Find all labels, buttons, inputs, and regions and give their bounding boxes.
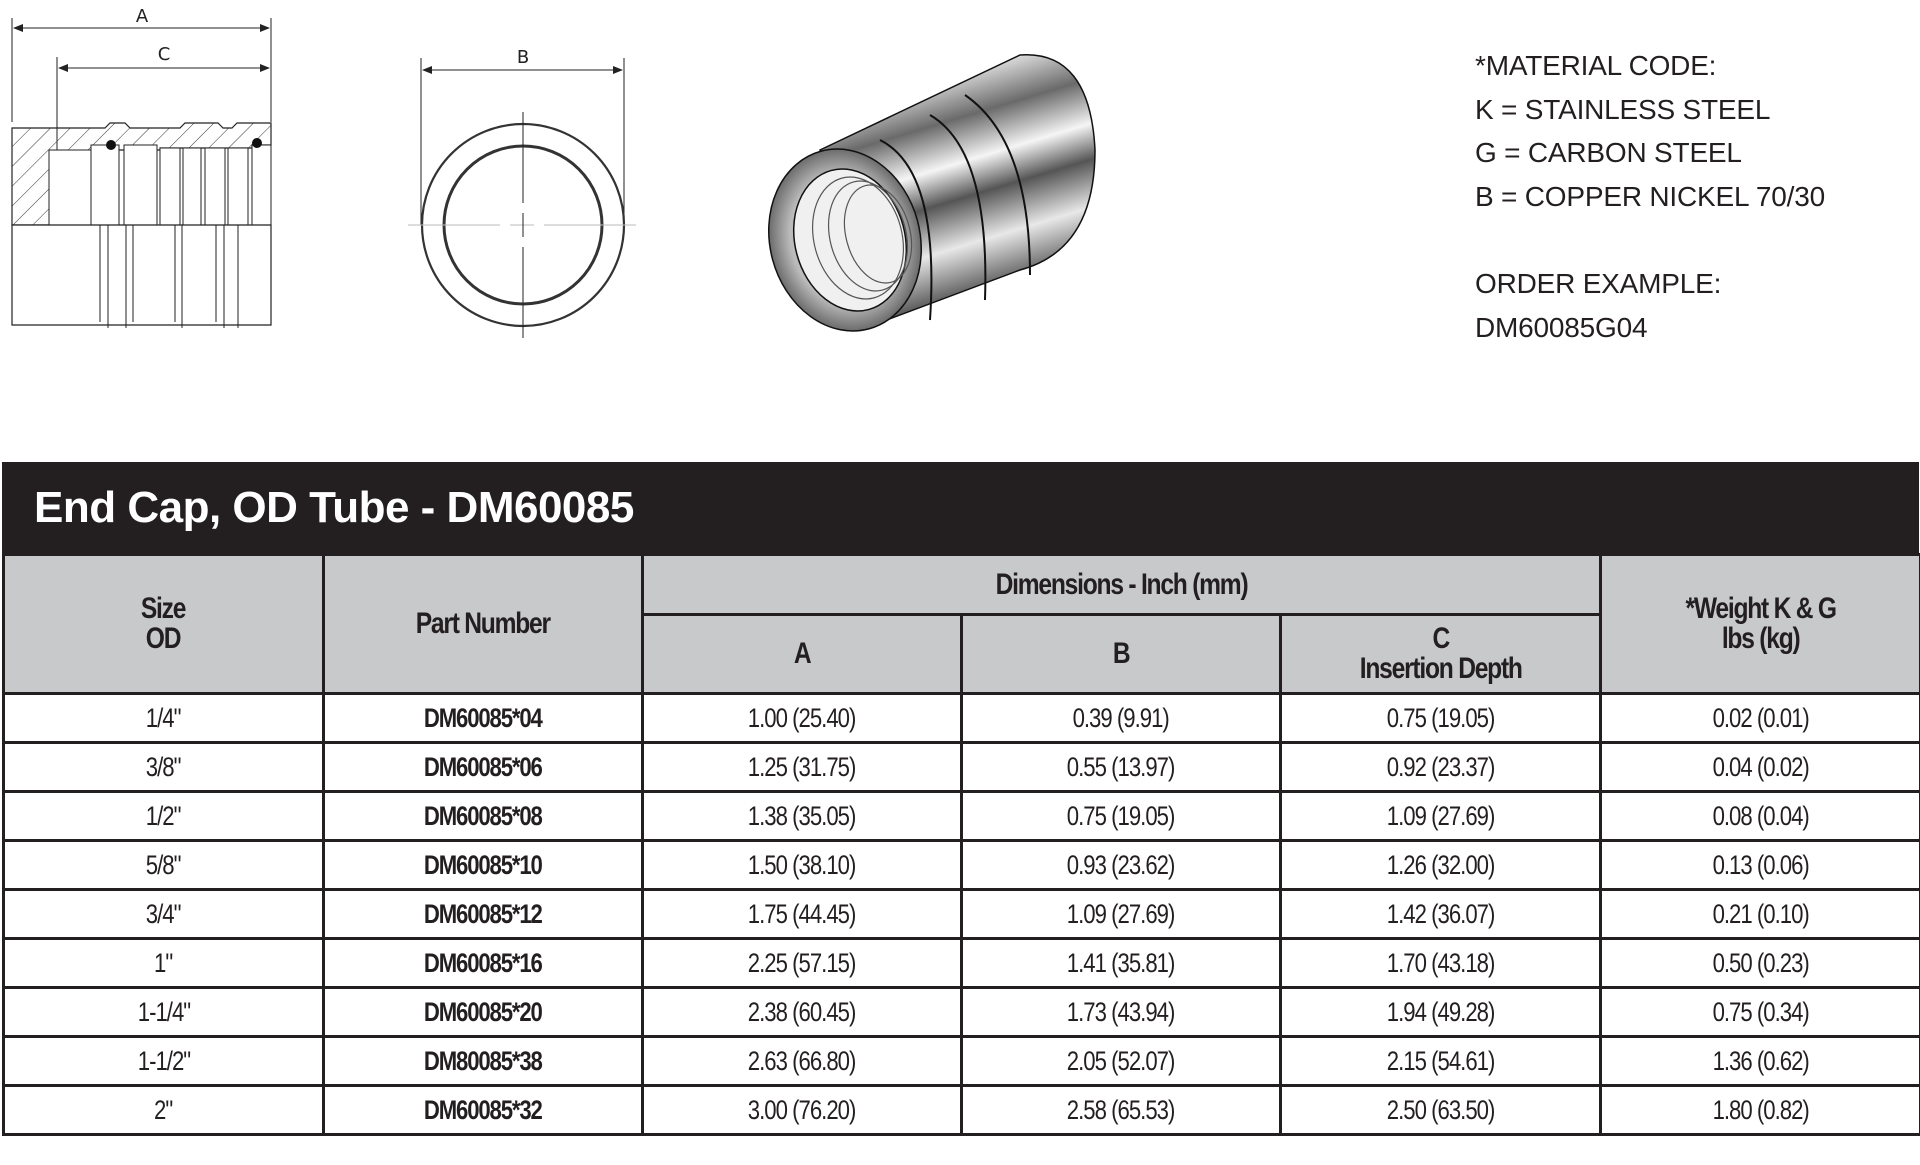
cell-weight-text: 1.80 (0.82) (1712, 1094, 1809, 1125)
cell-dim-a (643, 939, 962, 988)
cell-dim-b-text: 0.75 (19.05) (1067, 800, 1175, 831)
header-weight (1601, 555, 1920, 694)
cell-dim-a-text: 1.38 (35.05) (748, 800, 856, 831)
cell-weight (1601, 1037, 1920, 1086)
cell-part-number (324, 939, 643, 988)
table-row (4, 841, 1920, 890)
cell-dim-b (962, 988, 1281, 1037)
cell-part-number-text: DM60085*32 (424, 1094, 542, 1125)
cell-size (4, 939, 324, 988)
cell-dim-b (962, 890, 1281, 939)
header-dimensions-group (643, 555, 1601, 615)
cell-dim-b-text: 1.09 (27.69) (1067, 898, 1175, 929)
cell-dim-a-text: 1.50 (38.10) (748, 849, 856, 880)
cell-size-text: 1" (154, 947, 173, 978)
cell-weight-text: 0.04 (0.02) (1712, 751, 1809, 782)
cell-dim-c (1281, 743, 1601, 792)
table-row (4, 694, 1920, 743)
header-insertion-depth-label: Insertion Depth (1359, 652, 1522, 685)
cell-dim-c (1281, 792, 1601, 841)
cell-weight (1601, 841, 1920, 890)
cell-dim-c (1281, 1086, 1601, 1135)
material-code-k: K = STAINLESS STEEL (1475, 93, 1771, 125)
cell-dim-c-text: 2.15 (54.61) (1386, 1045, 1495, 1076)
header-part-number-label: Part Number (415, 607, 551, 640)
header-od-label: OD (146, 622, 181, 655)
material-code-b: B = COPPER NICKEL 70/30 (1475, 180, 1825, 212)
cell-part-number-text: DM60085*10 (424, 849, 542, 880)
material-code-heading: *MATERIAL CODE: (1475, 50, 1717, 81)
cell-dim-b-text: 2.58 (65.53) (1067, 1094, 1175, 1125)
header-weight-label: *Weight K & G (1685, 592, 1836, 625)
cell-dim-c (1281, 890, 1601, 939)
cell-part-number (324, 890, 643, 939)
cell-dim-b (962, 939, 1281, 988)
cell-part-number-text: DM60085*06 (424, 751, 542, 782)
cell-weight-text: 0.50 (0.23) (1712, 947, 1809, 978)
cell-weight-text: 0.75 (0.34) (1712, 996, 1809, 1027)
header-dim-c-label: C (1432, 622, 1449, 655)
cell-weight-text: 0.08 (0.04) (1712, 800, 1809, 831)
cell-dim-a (643, 1086, 962, 1135)
cell-dim-b (962, 743, 1281, 792)
cell-size (4, 1086, 324, 1135)
cell-part-number-text: DM60085*20 (424, 996, 542, 1027)
cell-dim-b-text: 0.39 (9.91) (1072, 702, 1170, 733)
table-row (4, 988, 1920, 1037)
cell-dim-c (1281, 988, 1601, 1037)
cell-dim-a (643, 988, 962, 1037)
cell-part-number-text: DM60085*12 (424, 898, 542, 929)
cell-dim-a (643, 694, 962, 743)
cell-dim-b (962, 841, 1281, 890)
cell-weight (1601, 694, 1920, 743)
table-row (4, 1086, 1920, 1135)
cell-dim-b-text: 0.55 (13.97) (1067, 751, 1175, 782)
cell-part-number-text: DM80085*38 (424, 1045, 542, 1076)
cell-weight-text: 0.13 (0.06) (1712, 849, 1809, 880)
header-dim-b-label: B (1112, 637, 1130, 670)
cell-dim-b (962, 792, 1281, 841)
cell-dim-b-text: 1.41 (35.81) (1067, 947, 1175, 978)
order-example-heading: ORDER EXAMPLE: (1475, 267, 1722, 299)
cell-part-number (324, 1086, 643, 1135)
cell-weight-text: 1.36 (0.62) (1712, 1045, 1809, 1076)
cell-weight-text: 0.21 (0.10) (1712, 898, 1809, 929)
material-code-g: G = CARBON STEEL (1475, 137, 1742, 169)
cell-dim-a-text: 1.75 (44.45) (748, 898, 856, 929)
cell-part-number (324, 841, 643, 890)
table-row (4, 743, 1920, 792)
header-size-label: Size (141, 592, 186, 625)
cell-dim-a-text: 2.63 (66.80) (748, 1045, 856, 1076)
cell-dim-c-text: 1.26 (32.00) (1386, 849, 1495, 880)
end-cap-3d-render (750, 40, 1120, 350)
cell-dim-c-text: 1.94 (49.28) (1386, 996, 1495, 1027)
cell-part-number-text: DM60085*04 (424, 702, 542, 733)
table-row (4, 1037, 1920, 1086)
cell-weight (1601, 939, 1920, 988)
cell-dim-a-text: 2.25 (57.15) (748, 947, 856, 978)
cell-size (4, 694, 324, 743)
cell-dim-a (643, 792, 962, 841)
cell-dim-b-text: 2.05 (52.07) (1067, 1045, 1175, 1076)
header-dim-a-label: A (793, 637, 811, 670)
cell-weight-text: 0.02 (0.01) (1712, 702, 1809, 733)
table-row (4, 939, 1920, 988)
cell-dim-b (962, 694, 1281, 743)
cell-size-text: 1-1/2" (137, 1045, 190, 1076)
cell-part-number-text: DM60085*08 (424, 800, 542, 831)
cell-dim-a-text: 2.38 (60.45) (748, 996, 856, 1027)
table-title-text: End Cap, OD Tube - DM60085 (34, 482, 634, 532)
table-row (4, 792, 1920, 841)
order-example-value: DM60085G04 (1475, 311, 1648, 343)
header-weight-unit: lbs (kg) (1721, 622, 1800, 655)
header-size-od (4, 555, 324, 694)
cell-weight (1601, 743, 1920, 792)
material-code-notes (1475, 44, 1825, 349)
cell-dim-c-text: 0.75 (19.05) (1386, 702, 1495, 733)
cell-dim-c-text: 1.70 (43.18) (1386, 947, 1495, 978)
cell-dim-c (1281, 841, 1601, 890)
header-dimensions-label: Dimensions - Inch (mm) (995, 567, 1248, 601)
header-part-number (324, 555, 643, 694)
cell-dim-c-text: 2.50 (63.50) (1386, 1094, 1495, 1125)
cell-weight (1601, 1086, 1920, 1135)
cell-dim-c-text: 1.09 (27.69) (1386, 800, 1495, 831)
cell-dim-c (1281, 1037, 1601, 1086)
cell-dim-b (962, 1037, 1281, 1086)
cell-dim-c-text: 1.42 (36.07) (1386, 898, 1495, 929)
dimension-b-label: B (516, 47, 530, 68)
cell-size-text: 3/4" (146, 898, 181, 929)
cell-weight (1601, 890, 1920, 939)
cell-size (4, 743, 324, 792)
spec-table-section (2, 462, 1919, 1136)
cell-size-text: 5/8" (146, 849, 181, 880)
cell-part-number-text: DM60085*16 (424, 947, 542, 978)
table-title (2, 462, 1919, 553)
cell-size-text: 1/4" (146, 702, 181, 733)
cell-dim-a-text: 3.00 (76.20) (748, 1094, 856, 1125)
dimension-a-label: A (135, 6, 149, 27)
cell-part-number (324, 792, 643, 841)
cell-dim-c-text: 0.92 (23.37) (1386, 751, 1495, 782)
cell-weight (1601, 792, 1920, 841)
cell-dim-b-text: 0.93 (23.62) (1067, 849, 1175, 880)
dimension-c-label: C (157, 44, 171, 65)
cell-size-text: 1-1/4" (137, 996, 190, 1027)
spec-table (2, 553, 1920, 1136)
header-dim-c (1281, 615, 1601, 694)
cell-dim-b (962, 1086, 1281, 1135)
cell-dim-a (643, 743, 962, 792)
cell-dim-a (643, 890, 962, 939)
cell-part-number (324, 988, 643, 1037)
header-dim-a (643, 615, 962, 694)
cell-dim-a-text: 1.25 (31.75) (748, 751, 856, 782)
cell-dim-c (1281, 694, 1601, 743)
side-section-drawing (0, 0, 290, 340)
cell-size (4, 841, 324, 890)
cell-dim-a (643, 841, 962, 890)
cell-dim-a (643, 1037, 962, 1086)
cell-size-text: 1/2" (146, 800, 181, 831)
header-dim-b (962, 615, 1281, 694)
cell-part-number (324, 1037, 643, 1086)
cell-size (4, 1037, 324, 1086)
cell-dim-c (1281, 939, 1601, 988)
cell-dim-a-text: 1.00 (25.40) (748, 702, 856, 733)
cell-size-text: 3/8" (146, 751, 181, 782)
cell-part-number (324, 694, 643, 743)
cell-size-text: 2" (154, 1094, 173, 1125)
cell-part-number (324, 743, 643, 792)
cell-size (4, 792, 324, 841)
cell-size (4, 988, 324, 1037)
cell-size (4, 890, 324, 939)
cell-dim-b-text: 1.73 (43.94) (1067, 996, 1175, 1027)
table-row (4, 890, 1920, 939)
cell-weight (1601, 988, 1920, 1037)
end-view-drawing (400, 30, 660, 350)
